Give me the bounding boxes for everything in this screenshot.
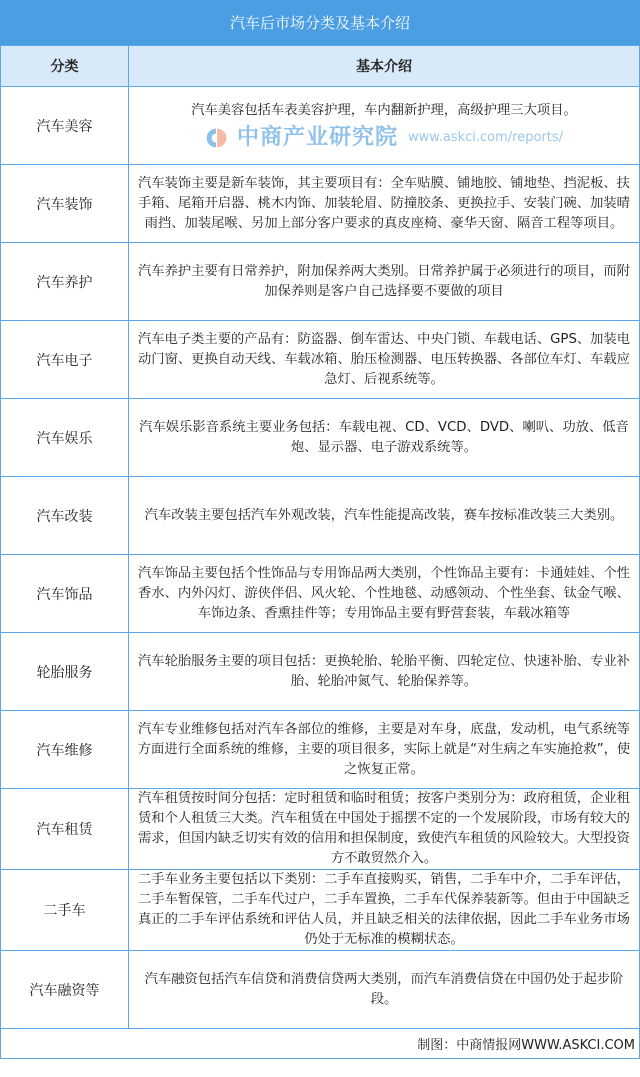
description-text: 汽车饰品主要包括个性饰品与专用饰品两大类别，个性饰品主要有：卡通娃娃、个性香水、内外闪灯、游侠伴侣、风火轮、个性地毯、动感领动、个性坐套、钛金气喉、车饰边条、香熏挂件等；专用饰品主要有野营套装，车载冰箱等 [138,565,630,621]
table-row [1,87,640,165]
category-cell: 轮胎服务 [1,633,129,711]
description-cell [129,951,640,1029]
description-cell [129,870,640,951]
watermark [135,125,633,151]
description-text: 汽车融资包括汽车信贷和消费信贷两大类别，而汽车消费信贷在中国仍处于起步阶段。 [144,971,624,1007]
description-text: 汽车电子类主要的产品有：防盗器、倒车雷达、中央门锁、车载电话、GPS、加装电动门窗、更换自动天线、车载冰箱、胎压检测器、电压转换器、各部位车灯、车载应急灯、后视系统等。 [137,331,631,387]
category-cell: 汽车融资等 [1,951,129,1029]
table-row [1,555,640,633]
footer-row [1,1029,640,1059]
table-row [1,711,640,789]
description-cell [129,321,640,399]
table-row [1,870,640,951]
description-cell [129,165,640,243]
description-cell [129,789,640,870]
table-row [1,243,640,321]
table-row [1,633,640,711]
table-row [1,951,640,1029]
aftermarket-table [0,45,640,1059]
description-cell [129,711,640,789]
table-row [1,321,640,399]
description-text: 汽车美容包括车表美容护理，车内翻新护理，高级护理三大项目。 [191,102,577,118]
header-description: 基本介绍 [129,46,640,87]
description-cell [129,633,640,711]
header-category: 分类 [1,46,129,87]
category-cell: 汽车饰品 [1,555,129,633]
description-cell [129,555,640,633]
table-row [1,165,640,243]
description-cell [129,399,640,477]
table-title: 汽车后市场分类及基本介绍 [0,0,640,45]
category-cell: 汽车养护 [1,243,129,321]
watermark-name: 中商产业研究院 [236,124,398,150]
table-row [1,789,640,870]
description-text: 汽车改装主要包括汽车外观改装，汽车性能提高改装，赛车按标准改装三大类别。 [144,507,624,523]
watermark-url: www.askci.com/reports/ [408,129,563,145]
category-cell: 汽车装饰 [1,165,129,243]
category-cell: 汽车美容 [1,87,129,165]
category-cell: 二手车 [1,870,129,951]
category-cell: 汽车改装 [1,477,129,555]
source-credit: 制图：中商情报网WWW.ASKCI.COM [1,1029,640,1059]
description-cell [129,243,640,321]
table-row [1,399,640,477]
description-text: 汽车轮胎服务主要的项目包括：更换轮胎、轮胎平衡、四轮定位、快速补胎、专业补胎、轮胎冲氮气、轮胎保养等。 [138,653,630,689]
category-cell: 汽车租赁 [1,789,129,870]
category-cell: 汽车维修 [1,711,129,789]
watermark-logo-icon [205,127,227,149]
description-cell [129,477,640,555]
table-row [1,477,640,555]
category-cell: 汽车娱乐 [1,399,129,477]
description-cell [129,87,640,165]
description-text: 汽车娱乐影音系统主要业务包括：车载电视、CD、VCD、DVD、喇叭、功放、低音炮、显示器、电子游戏系统等。 [139,419,629,455]
header-row [1,46,640,87]
category-cell: 汽车电子 [1,321,129,399]
description-text: 汽车装饰主要是新车装饰，其主要项目有：全车贴膜、铺地胶、铺地垫、挡泥板、扶手箱、尾箱开启器、桃木内饰、加装轮眉、防撞胶条、更换拉手、安装门碗、加装晴雨挡、加装尾喉、另加上部分客户要求的真皮座椅、豪华天窗、隔音工程等项目。 [138,175,630,231]
description-text: 汽车养护主要有日常养护，附加保养两大类别。日常养护属于必须进行的项目，而附加保养则是客户自己选择要不要做的项目 [138,263,630,299]
description-text: 汽车专业维修包括对汽车各部位的维修，主要是对车身，底盘，发动机，电气系统等方面进行全面系统的维修，主要的项目很多，实际上就是“对生病之车实施抢救”，使之恢复正常。 [137,721,631,777]
description-text: 汽车租赁按时间分包括：定时租赁和临时租赁；按客户类别分为：政府租赁，企业租赁和个人租赁三大类。汽车租赁在中国处于摇摆不定的一个发展阶段，市场有较大的需求，但国内缺乏切实有效的信用和担保制度，致使汽车租赁的风险较大。大型投资方不敢贸然介入。 [138,791,630,866]
description-text: 二手车业务主要包括以下类别：二手车直接购买，销售，二手车中介，二手车评估，二手车暂保管，二手车代过户，二手车置换，二手车代保养装新等。但由于中国缺乏真正的二手车评估系统和评估人员，并且缺乏相关的法律依据，因此二手车业务市场仍处于无标准的模糊状态。 [138,872,630,947]
